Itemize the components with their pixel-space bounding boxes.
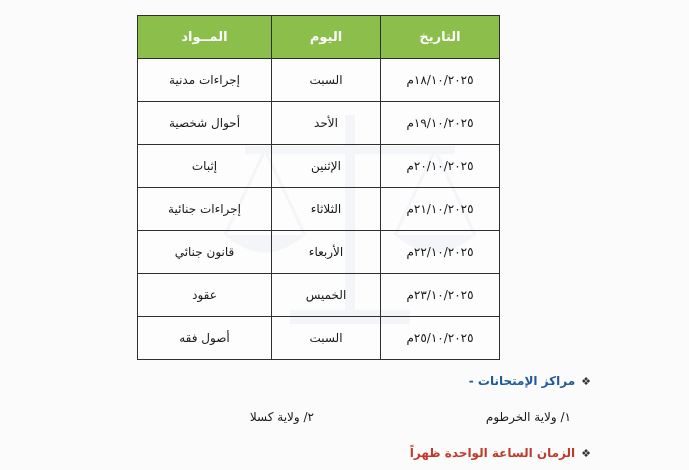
exam-time-heading <box>410 446 591 460</box>
cell-day: الخميس <box>272 274 381 317</box>
table-row <box>138 274 500 317</box>
cell-day: الإثنين <box>272 145 381 188</box>
cell-subject: قانون جنائي <box>138 231 272 274</box>
table-row <box>138 231 500 274</box>
cell-date: ٢٣/١٠/٢٠٢٥م <box>381 274 500 317</box>
state-kassala: ٢/ ولاية كسلا <box>249 410 314 424</box>
header-date: التاريخ <box>381 16 500 59</box>
cell-subject: عقود <box>138 274 272 317</box>
header-subject: المــواد <box>138 16 272 59</box>
table-header-row <box>138 16 500 59</box>
cell-subject: إجراءات مدنية <box>138 59 272 102</box>
cell-date: ١٨/١٠/٢٠٢٥م <box>381 59 500 102</box>
exam-centers-title: مراكز الإمتحانات - <box>468 374 576 388</box>
diamond-bullet-icon: ❖ <box>581 447 591 460</box>
cell-date: ٢٥/١٠/٢٠٢٥م <box>381 317 500 360</box>
cell-subject: أصول فقه <box>138 317 272 360</box>
cell-day: السبت <box>272 59 381 102</box>
table-row <box>138 59 500 102</box>
exam-time-title: الزمان الساعة الواحدة ظهراً <box>409 446 576 460</box>
cell-subject: إثبات <box>138 145 272 188</box>
cell-date: ٢٢/١٠/٢٠٢٥م <box>381 231 500 274</box>
table-row <box>138 188 500 231</box>
state-khartoum: ١/ ولاية الخرطوم <box>485 410 571 424</box>
table-row <box>138 102 500 145</box>
table-row <box>138 317 500 360</box>
cell-date: ٢١/١٠/٢٠٢٥م <box>381 188 500 231</box>
cell-subject: إجراءات جنائية <box>138 188 272 231</box>
exam-centers-heading <box>469 374 591 388</box>
cell-date: ٢٠/١٠/٢٠٢٥م <box>381 145 500 188</box>
header-day: اليوم <box>272 16 381 59</box>
cell-day: السبت <box>272 317 381 360</box>
cell-subject: أحوال شخصية <box>138 102 272 145</box>
table-row <box>138 145 500 188</box>
cell-date: ١٩/١٠/٢٠٢٥م <box>381 102 500 145</box>
cell-day: الثلاثاء <box>272 188 381 231</box>
exam-schedule-table <box>137 15 500 360</box>
diamond-bullet-icon: ❖ <box>581 375 591 388</box>
cell-day: الأربعاء <box>272 231 381 274</box>
cell-day: الأحد <box>272 102 381 145</box>
